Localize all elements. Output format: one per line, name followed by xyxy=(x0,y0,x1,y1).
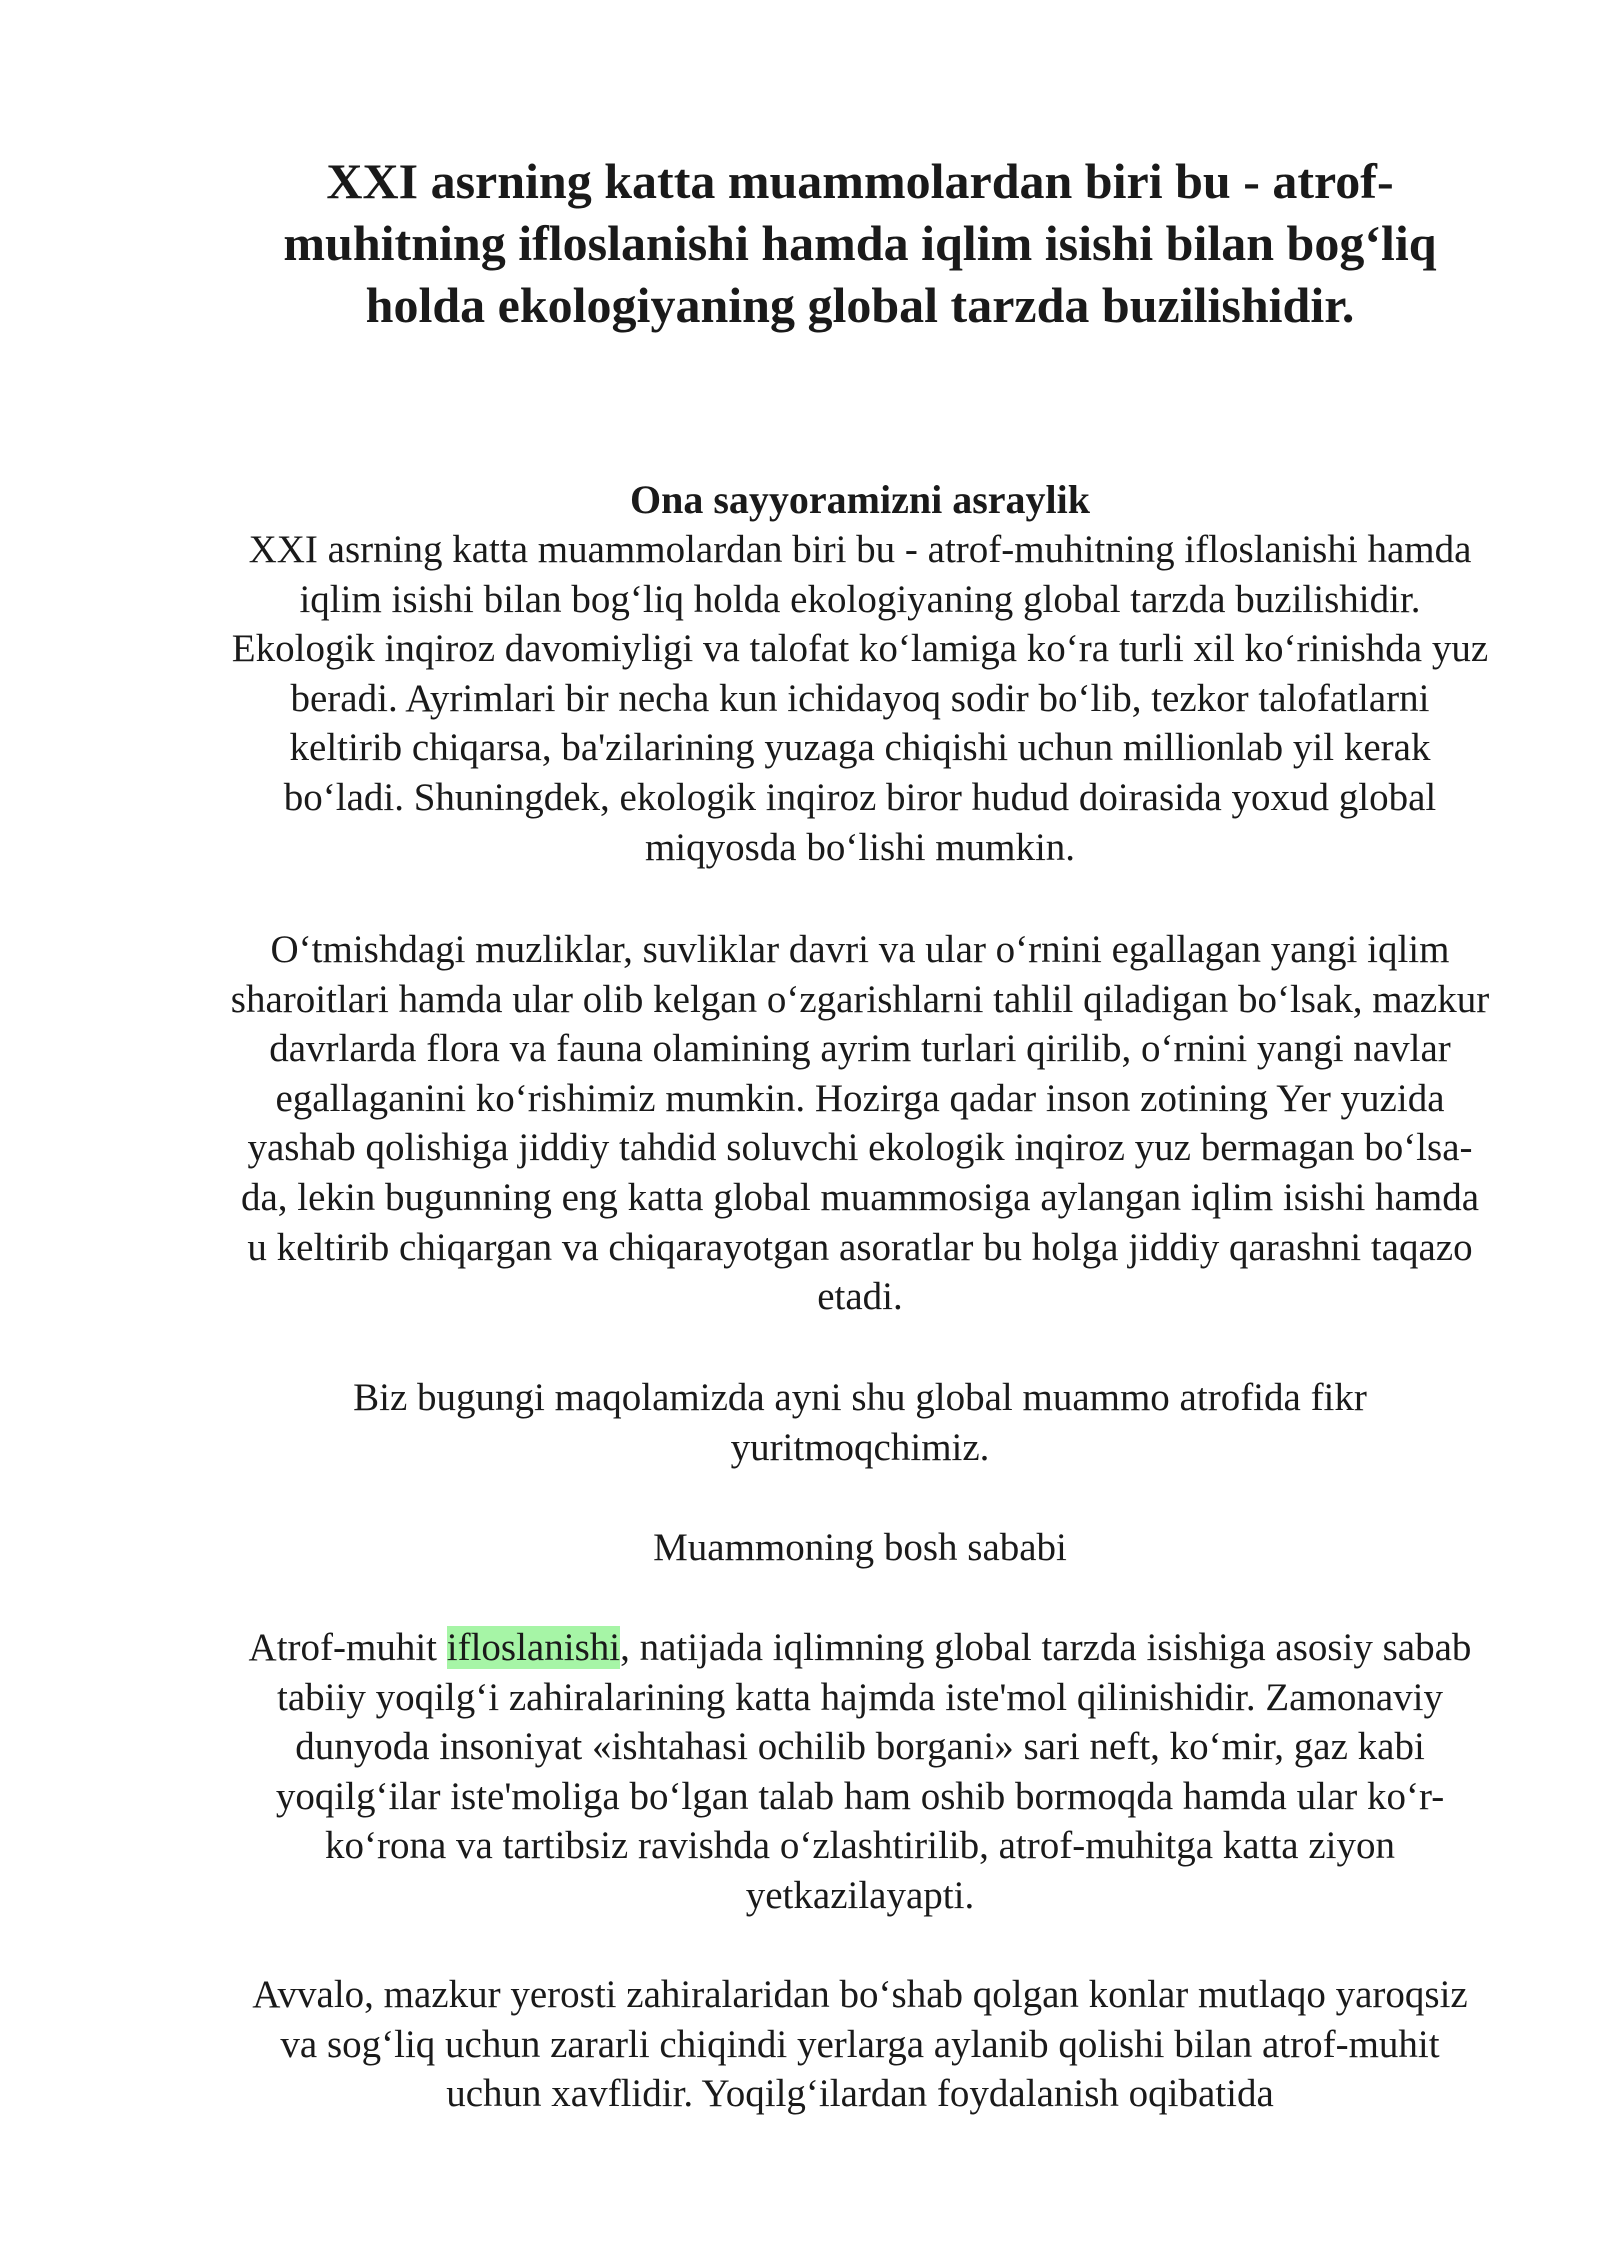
paragraph-4 xyxy=(230,1623,1490,1921)
paragraph-3: Biz bugungi maqolamizda ayni shu global muammo atrofida fikr yuritmoqchimiz. xyxy=(353,1376,1367,1469)
paragraph-1: XXI asrning katta muammolardan biri bu - atrof-muhitning ifloslanishi hamda iqlim isishi bilan bog‘liq holda ekologiyaning global tarzda buzilishidir. Ekologik inqiroz davomiyligi va talofat ko‘lamiga ko‘ra turli xil ko‘rinishda yuz beradi. Ayrimlari bir necha kun ichidayoq sodir bo‘lib, tezkor talofatlarni keltirib chiqarsa, ba'zilarining yuzaga chiqishi uchun millionlab yil kerak bo‘ladi. Shuningdek, ekologik inqiroz biror hudud doirasida yoxud global miqyosda bo‘lishi mumkin. xyxy=(231,528,1489,869)
highlighted-word: ifloslanishi xyxy=(446,1626,621,1669)
paragraph-5: Avvalo, mazkur yerosti zahiralaridan bo‘shab qolgan konlar mutlaqo yaroqsiz va sog‘liq uchun zararli chiqindi yerlarga aylanib qolishi bilan atrof-muhit uchun xavflidir. Yoqilg‘ilardan foydalanish oqibatida xyxy=(252,1973,1468,2116)
paragraph-4-start: Atrof-muhit xyxy=(248,1626,447,1669)
paragraph-2: O‘tmishdagi muzliklar, suvliklar davri va ular o‘rnini egallagan yangi iqlim sharoitlari hamda ular olib kelgan o‘zgarishlarni tahlil qiladigan bo‘lsak, mazkur davrlarda flora va fauna olamining ayrim turlari qirilib, o‘rnini yangi navlar egallaganini ko‘rishimiz mumkin. Hozirga qadar inson zotining Yer yuzida yashab qolishiga jiddiy tahdid soluvchi ekologik inqiroz yuz bermagan bo‘lsa-da, lekin bugunning eng katta global muammosiga aylangan iqlim isishi hamda u keltirib chiqargan va chiqarayotgan asoratlar bu holga jiddiy qarashni taqazo etadi. xyxy=(230,928,1490,1319)
article-subtitle: Ona sayyoramizni asraylik xyxy=(629,477,1091,522)
section-heading: Muammoning bosh sababi xyxy=(653,1526,1067,1569)
document-title: XXI asrning katta muammolardan biri bu - atrof-muhitning ifloslanishi hamda iqlim isishi bilan bog‘liq holda ekologiyaning global tarzda buzilishidir. xyxy=(283,153,1437,333)
paragraph-4-rest: , natijada iqlimning global tarzda isishiga asosiy sabab tabiiy yoqilg‘i zahiralarining katta hajmda iste'mol qilinishidir. Zamonaviy dunyoda insoniyat «ishtahasi ochilib borgani» sari neft, ko‘mir, gaz kabi yoqilg‘ilar iste'moliga bo‘lgan talab ham oshib bormoqda hamda ular ko‘r-ko‘rona va tartibsiz ravishda o‘zlashtirilib, atrof-muhitga katta ziyon yetkazilayapti. xyxy=(275,1626,1472,1917)
document-page xyxy=(230,150,1490,2116)
